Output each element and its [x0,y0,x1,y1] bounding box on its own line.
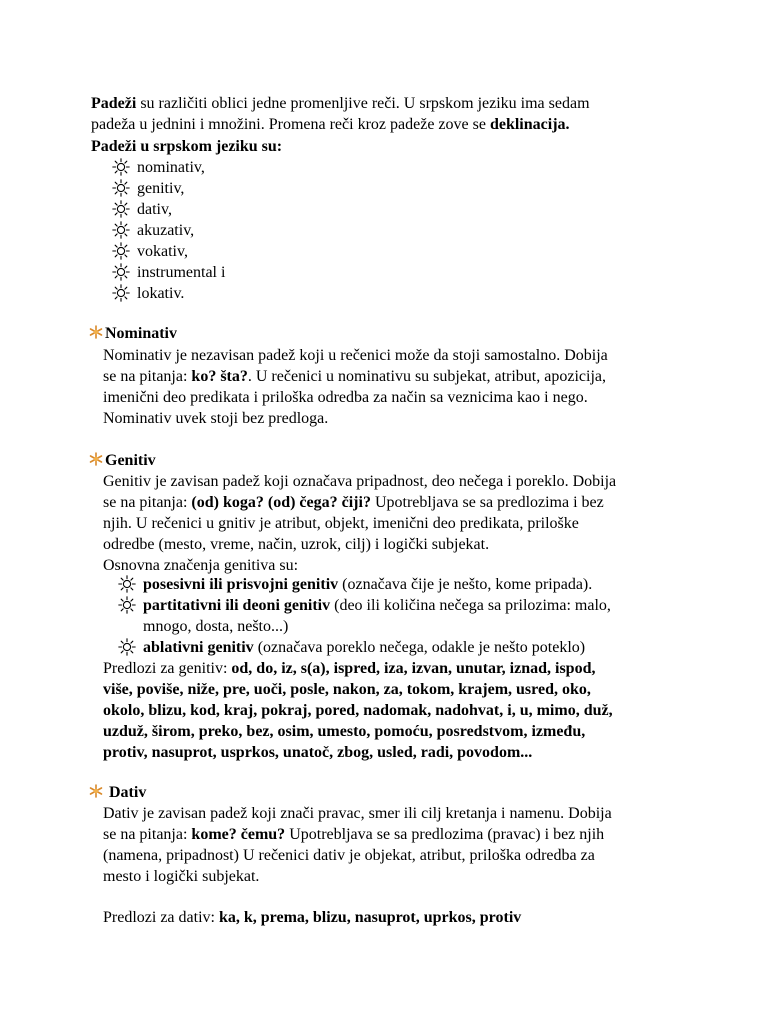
nominativ-heading: Nominativ [89,323,177,344]
sun-bullet-icon [112,158,130,176]
dativ-prepositions: Predlozi za dativ: ka, k, prema, blizu, nasuprot, uprkos, protiv [103,909,522,926]
intro-term: Padeži [91,95,137,112]
genitiv-paragraph: Genitiv je zavisan padež koji označava pripadnost, deo nečega i poreklo. Dobija se na pitanja: (od) koga? (od) čega? čiji? Upotrebljava se sa predlozima i bez njih. U rečenici u gnitiv je atribut, objekt, imenični deo predikata, priloške odredbe (mesto, vreme, način, uzrok, cilj) i logički subjekat. Osnovna značenja genitiva su: [103,473,617,574]
sun-bullet-icon [112,242,130,260]
sun-bullet-icon [118,575,136,593]
sun-bullet-icon [118,638,136,656]
sun-bullet-icon [112,179,130,197]
document-page: Padeži su različiti oblici jedne promenljive reči. U srpskom jeziku ima sedam padeža u jednini i množini. Promena reči kroz padeže zove se deklinacija. Padeži u srpskom jeziku su: nominativ, genitiv, dativ, akuzativ, vokativ, instrumental i lokativ. Nominativ Nominativ je nezavisan padež koji u rečenici može da stoji samostalno. Dobija se na pitanja: ko? šta?. U rečenici u nominativu su subjekat, atribut, apozicija, imenični deo predikata i priloška odredba za način sa veznicima kao i nego. Nominativ uvek stoji bez predloga. Genitiv Genitiv je zavisan padež koji označava pripadnost, deo nečega i poreklo. Dobija se na pitanja: (od) koga? (od) čega? čiji? Upotrebljava se sa predlozima i bez njih. U rečenici u gnitiv je atribut, objekt, imenični deo predikata, priloške odredbe (mesto, vreme, način, uzrok, cilj) i logički subjekat. Osnovna značenja genitiva su: posesivni ili prisvojni genitiv (označava čije je nešto, kome pripada). partitativni ili deoni genitiv (deo ili količina nečega sa prilozima: malo, mnogo, dosta, nešto...) ablativni genitiv (označava poreklo nečega, odakle je nešto poteklo) Predlozi za genitiv: od, do, iz, s(a), ispred, iza, izvan, unutar, iznad, ispod, više, poviše, niže, pre, uoči, posle, nakon, za, tokom, krajem, usred, oko, okolo, blizu, kod, kraj, pokraj, pored, nadomak, nadohvat, i, u, mimo, duž, uzduž, širom, preko, bez, osim, umesto, pomoću, posredstvom, između, protiv, nasuprot, usprkos, unatoč, zbog, usled, radi, povodom... Dativ Dativ je zavisan padež koji znači pravac, smer ili cilj kretanja i namenu. Dobija se na pitanja: kome? čemu? Upotrebljava se sa predlozima (pravac) i bez njih (namena, pripadnost) U rečenici dativ je objekat, atribut, priloška odredba za mesto i logički subjekat. Predlozi za dativ: ka, k, prema, blizu, nasuprot, uprkos, protiv [0,0,768,1024]
sun-bullet-icon [112,200,130,218]
list-item-continuation: mnogo, dosta, nešto...) [143,618,289,635]
star-bullet-icon [89,784,103,798]
star-bullet-icon [89,325,103,339]
intro-text-2: padeža u jednini i množini. Promena reči kroz padeže zove se [91,116,490,133]
dativ-heading: Dativ [89,782,146,803]
dativ-paragraph: Dativ je zavisan padež koji znači pravac, smer ili cilj kretanja i namenu. Dobija se na pitanja: kome? čemu? Upotrebljava se sa predlozima (pravac) i bez njih (namena, pripadnost) U rečenici dativ je objekat, atribut, priloška odredba za mesto i logički subjekat. [103,805,612,885]
sun-bullet-icon [112,263,130,281]
sun-bullet-icon [112,221,130,239]
genitiv-prepositions: Predlozi za genitiv: od, do, iz, s(a), ispred, iza, izvan, unutar, iznad, ispod, više, poviše, niže, pre, uoči, posle, nakon, za, tokom, krajem, usred, oko, okolo, blizu, kod, kraj, pokraj, pored, nadomak, nadohvat, i, u, mimo, duž, uzduž, širom, preko, bez, osim, umesto, pomoću, posredstvom, između, protiv, nasuprot, usprkos, unatoč, zbog, usled, radi, povodom... [103,660,613,761]
intro-text-1: su različiti oblici jedne promenljive reči. U srpskom jeziku ima sedam [136,95,590,112]
star-bullet-icon [89,452,103,466]
case-list-title: Padeži u srpskom jeziku su: [91,138,283,155]
intro-term-2: deklinacija. [489,116,570,133]
sun-bullet-icon [118,596,136,614]
sun-bullet-icon [112,284,130,302]
nominativ-paragraph: Nominativ je nezavisan padež koji u rečenici može da stoji samostalno. Dobija se na pitanja: ko? šta?. U rečenici u nominativu su subjekat, atribut, apozicija, imenični deo predikata i priloška odredba za način sa veznicima kao i nego. Nominativ uvek stoji bez predloga. [103,347,608,427]
genitiv-heading: Genitiv [89,450,156,471]
intro-paragraph [91,93,677,135]
